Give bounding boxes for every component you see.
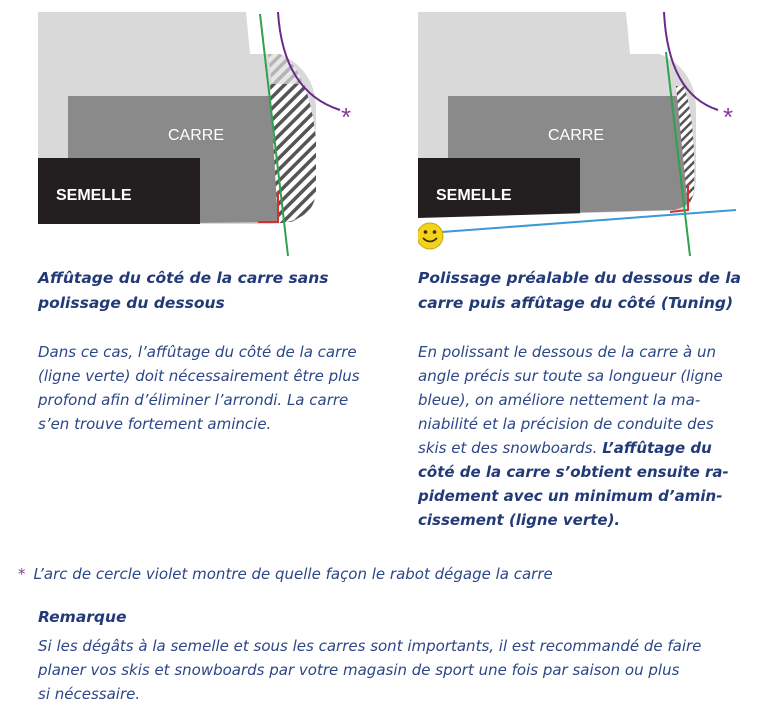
- right-caption-body: [418, 340, 750, 532]
- diagram-left: [38, 12, 358, 262]
- remark-line2: planer vos skis et snowboards par votre magasin de sport une fois par saison ou plus: [38, 661, 680, 679]
- remark-line1: Si les dégâts à la semelle et sous les carres sont importants, il est recommandé de faire: [38, 637, 702, 655]
- carre-label: CARRE: [548, 127, 605, 144]
- smiley-icon: [418, 223, 443, 249]
- right-caption-line3: bleue), on améliore nettement la ma-: [418, 391, 701, 409]
- remark-line3: si nécessaire.: [38, 685, 141, 703]
- right-caption-line6: côté de la carre s’obtient ensuite ra-: [418, 463, 729, 481]
- right-caption-line8: cissement (ligne verte).: [418, 511, 621, 529]
- right-caption-title: [418, 266, 758, 316]
- footnote-text: L’arc de cercle violet montre de quelle façon le rabot dégage la carre: [33, 565, 553, 583]
- left-caption-line1: Dans ce cas, l’affûtage du côté de la carre: [38, 343, 357, 361]
- right-caption-line1: En polissant le dessous de la carre à un: [418, 343, 716, 361]
- left-caption-line2: (ligne verte) doit nécessairement être plus: [38, 367, 360, 385]
- right-caption-line5-bold: L’affûtage du: [602, 439, 712, 457]
- right-caption-line2: angle précis sur toute sa longueur (ligne: [418, 367, 723, 385]
- left-caption-line3: profond afin d’éliminer l’arrondi. La carre: [38, 391, 349, 409]
- left-caption-title: [38, 266, 368, 316]
- right-caption-line5-normal: skis et des snowboards.: [418, 439, 598, 457]
- asterisk-marker: *: [341, 102, 352, 132]
- right-caption-line4: niabilité et la précision de conduite des: [418, 415, 714, 433]
- carre-label: CARRE: [168, 127, 225, 144]
- left-caption-line4: s’en trouve fortement amincie.: [38, 415, 272, 433]
- left-caption-title-line2: polissage du dessous: [38, 294, 225, 312]
- left-caption-title-line1: Affûtage du côté de la carre sans: [38, 269, 329, 287]
- right-caption-line5: [418, 436, 750, 460]
- right-caption-title-line1: Polissage préalable du dessous de la: [418, 269, 742, 287]
- asterisk-marker: *: [723, 102, 734, 132]
- left-caption-body: [38, 340, 378, 436]
- diagram-right: [418, 12, 748, 262]
- footnote-star: *: [18, 565, 26, 583]
- semelle-label: SEMELLE: [436, 187, 512, 204]
- remark-title: Remarque: [38, 608, 127, 626]
- right-caption-line7: pidement avec un minimum d’amin-: [418, 487, 723, 505]
- right-caption-title-line2: carre puis affûtage du côté (Tuning): [418, 294, 734, 312]
- remark-body: [38, 634, 750, 706]
- footnote: [18, 562, 553, 586]
- semelle-label: SEMELLE: [56, 187, 132, 204]
